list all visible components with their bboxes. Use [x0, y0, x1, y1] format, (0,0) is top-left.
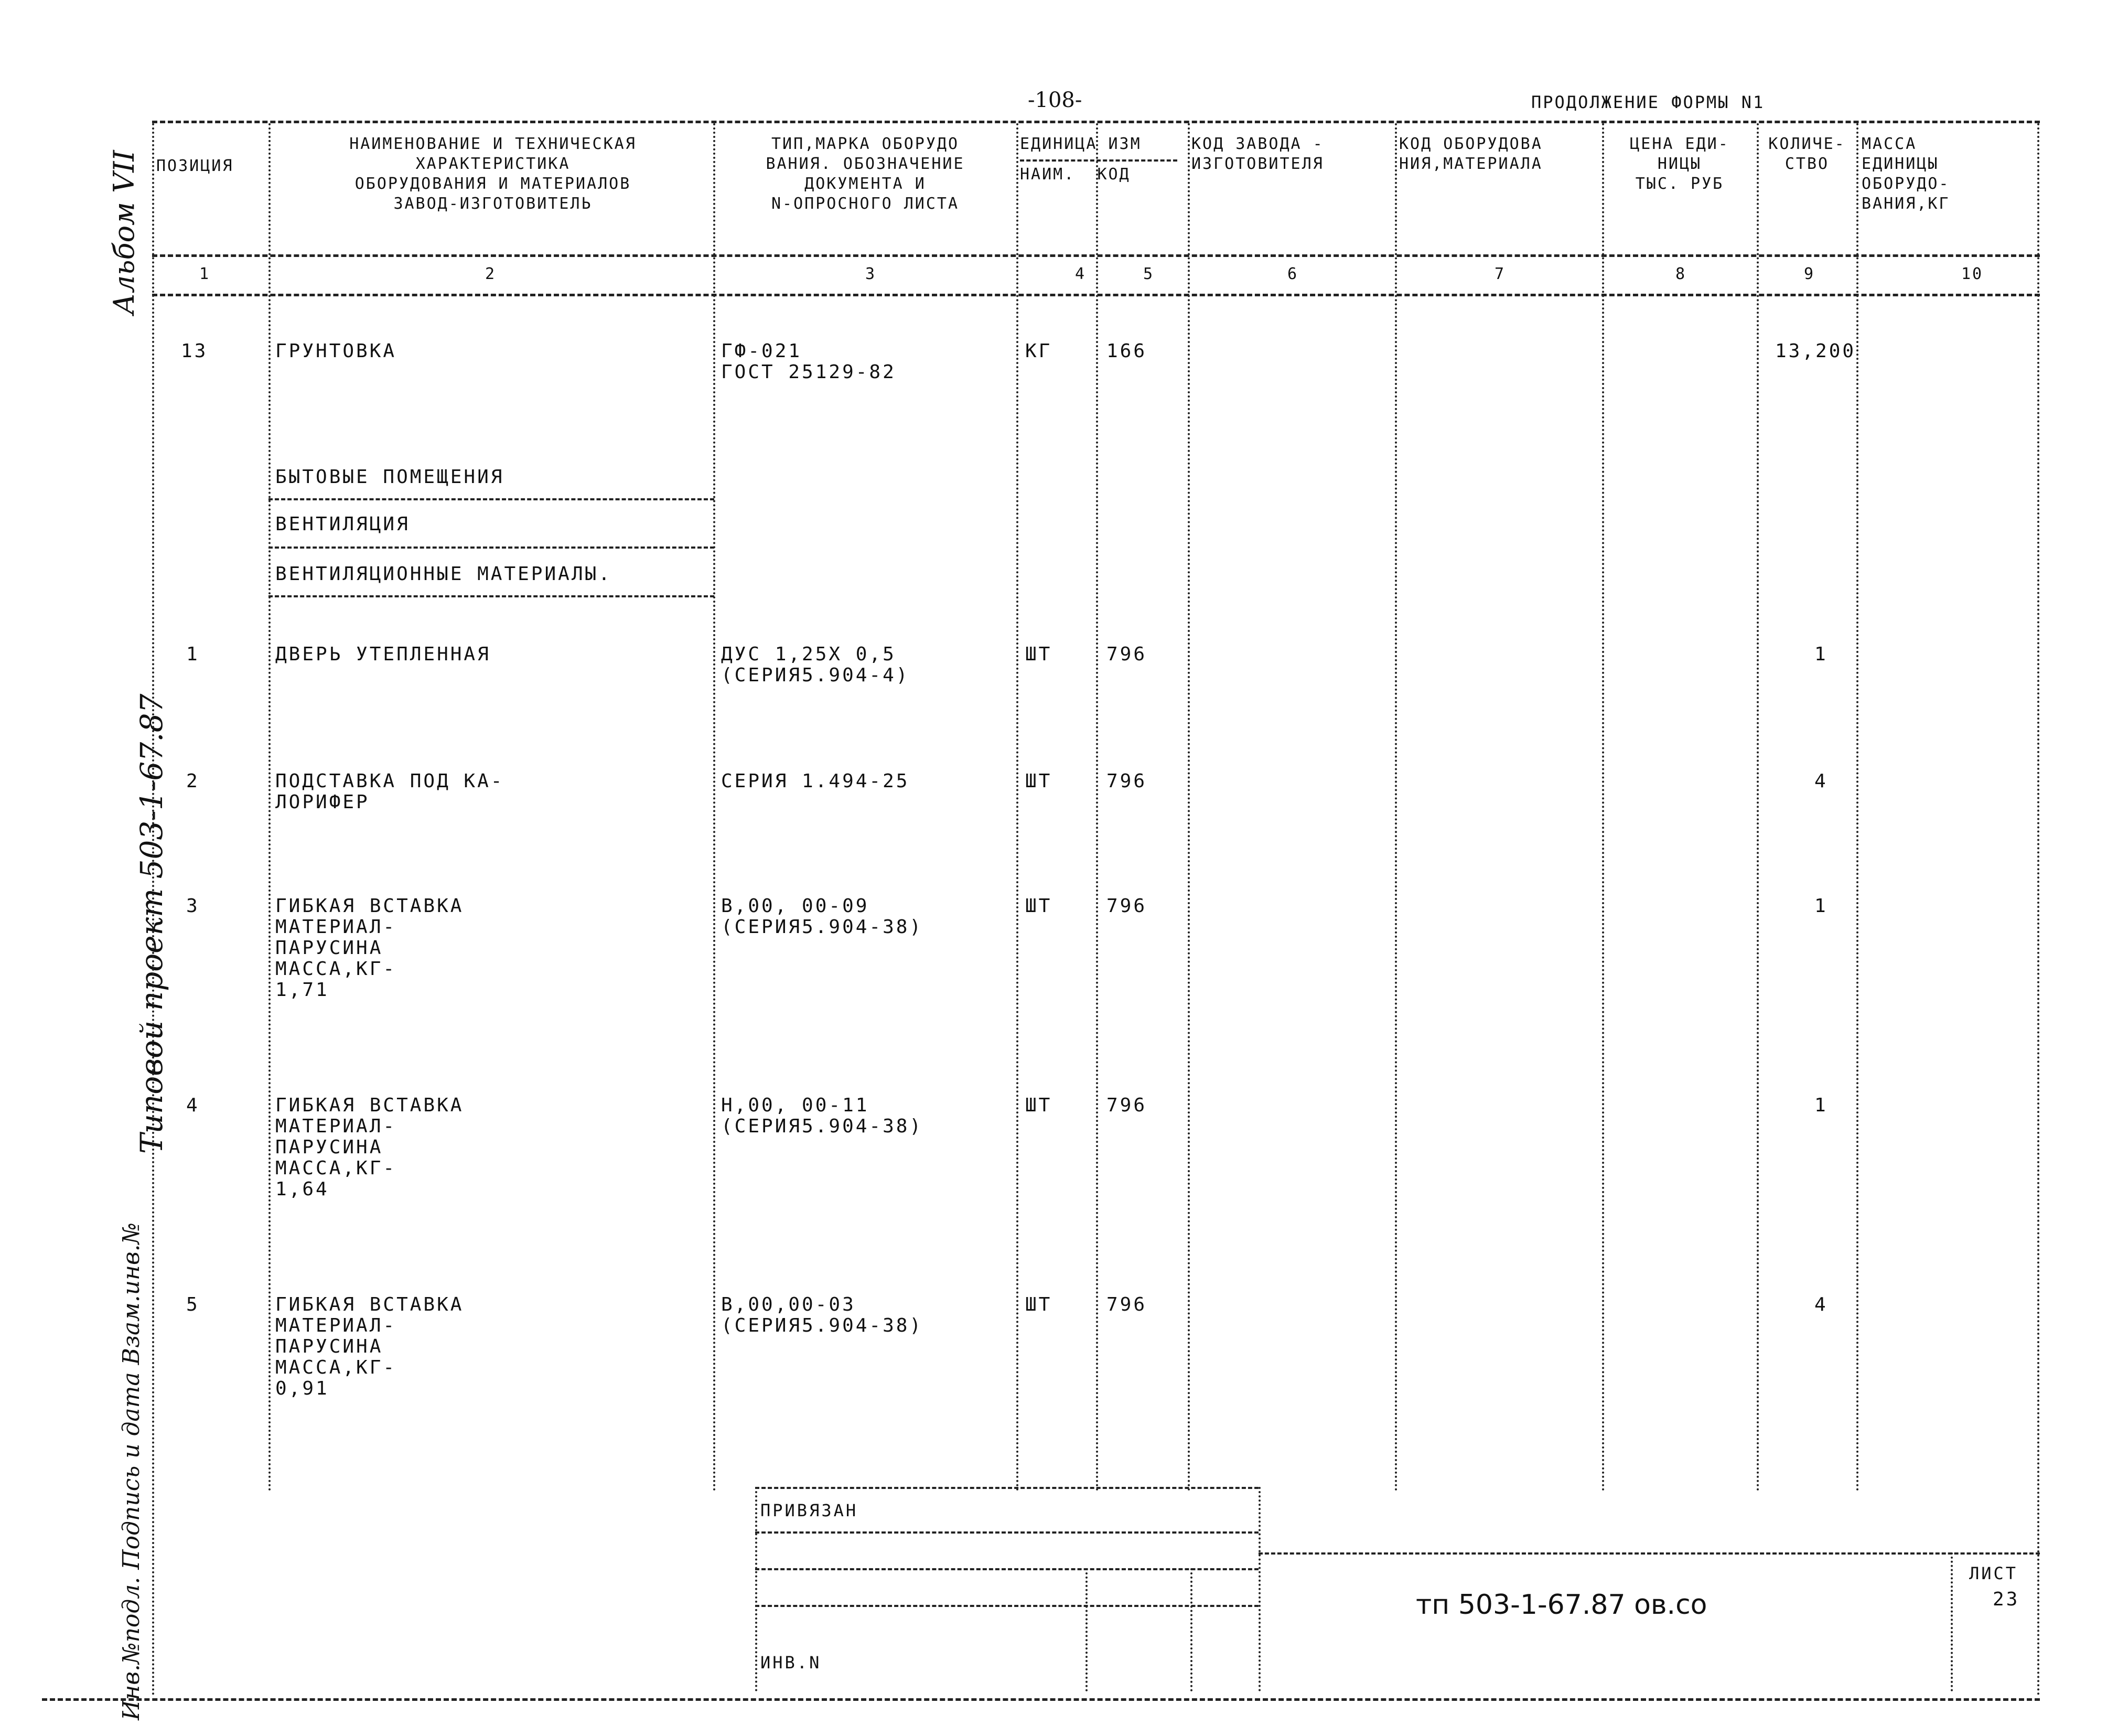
row-quantity: 4	[1814, 1294, 1828, 1315]
row-position: 5	[186, 1294, 200, 1315]
column-number: 4	[1075, 265, 1087, 283]
row-code: 796	[1106, 644, 1147, 665]
row-unit: ШТ	[1025, 1294, 1052, 1315]
row-type: В,00,00-03 (СЕРИЯ5.904-38)	[721, 1294, 923, 1336]
row-code: 796	[1106, 1095, 1147, 1116]
row-quantity: 1	[1814, 644, 1828, 665]
row-name: ГИБКАЯ ВСТАВКА МАТЕРИАЛ- ПАРУСИНА МАССА,КГ- 1,71	[275, 895, 464, 1001]
row-type: В,00, 00-09 (СЕРИЯ5.904-38)	[721, 895, 923, 938]
row-position: 3	[186, 895, 200, 917]
column-number: 9	[1804, 265, 1815, 283]
row-quantity: 4	[1814, 770, 1828, 792]
continuation-label: ПРОДОЛЖЕНИЕ ФОРМЫ N1	[1531, 92, 1765, 112]
album-label: Альбом VII	[108, 150, 141, 315]
column-header-2: НАИМЕНОВАНИЕ И ТЕХНИЧЕСКАЯ ХАРАКТЕРИСТИКА ОБОРУДОВАНИЯ И МАТЕРИАЛОВ ЗАВОД-ИЗГОТОВИТЕЛЬ	[349, 135, 637, 213]
column-number: 10	[1961, 265, 1984, 283]
row-quantity: 1	[1814, 1095, 1828, 1116]
row-position: 1	[186, 644, 200, 665]
row-position: 13	[181, 340, 208, 362]
row-name: ДВЕРЬ УТЕПЛЕННАЯ	[275, 644, 491, 665]
row-code: 166	[1106, 340, 1147, 362]
row-unit: ШТ	[1025, 895, 1052, 917]
row-position: 2	[186, 770, 200, 792]
column-number: 1	[199, 265, 211, 283]
row-name: ГРУНТОВКА	[275, 340, 397, 362]
column-number: 2	[485, 265, 497, 283]
row-position: 4	[186, 1095, 200, 1116]
column-header-3: ТИП,МАРКА ОБОРУДО ВАНИЯ. ОБОЗНАЧЕНИЕ ДОКУМЕНТА И N-ОПРОСНОГО ЛИСТА	[766, 135, 965, 213]
row-name: ГИБКАЯ ВСТАВКА МАТЕРИАЛ- ПАРУСИНА МАССА,КГ- 1,64	[275, 1095, 464, 1200]
stamp-vertical-label: Инв.№подл. Подпись и дата Взам.инв.№	[118, 1222, 145, 1720]
bound-label: ПРИВЯЗАН	[760, 1501, 858, 1520]
row-code: 796	[1106, 770, 1147, 792]
row-quantity: 1	[1814, 895, 1828, 917]
row-unit: ШТ	[1025, 1095, 1052, 1116]
column-header-10: МАССА ЕДИНИЦЫ ОБОРУДО- ВАНИЯ,КГ	[1862, 135, 1950, 213]
column-header-4-5: ЕДИНИЦА ИЗМ НАИМ. КОД	[1020, 134, 1177, 185]
row-unit: ШТ	[1025, 644, 1052, 665]
column-number: 3	[865, 265, 877, 283]
column-header-9: КОЛИЧЕ- СТВО	[1768, 135, 1846, 173]
project-label: Типовой проект 503-1-67.87	[134, 693, 169, 1154]
sheet-label: ЛИСТ	[1969, 1563, 2018, 1583]
section-ventilation-materials: ВЕНТИЛЯЦИОННЫЕ МАТЕРИАЛЫ.	[275, 563, 612, 585]
document-code: тп 503-1-67.87 ов.со	[1416, 1589, 1707, 1621]
section-household-rooms: БЫТОВЫЕ ПОМЕЩЕНИЯ	[275, 466, 504, 488]
sheet-number: 23	[1993, 1589, 2020, 1610]
column-header-6: КОД ЗАВОДА - ИЗГОТОВИТЕЛЯ	[1191, 135, 1324, 173]
inventory-label: ИНВ.N	[760, 1653, 822, 1673]
column-number: 8	[1675, 265, 1687, 283]
row-unit: КГ	[1025, 340, 1052, 362]
column-number: 7	[1495, 265, 1506, 283]
row-name: ПОДСТАВКА ПОД КА- ЛОРИФЕР	[275, 770, 504, 813]
page-number: -108-	[1028, 88, 1082, 112]
row-unit: ШТ	[1025, 770, 1052, 792]
column-header-8: ЦЕНА ЕДИ- НИЦЫ ТЫС. РУБ	[1630, 135, 1729, 193]
row-type: ДУС 1,25Х 0,5 (СЕРИЯ5.904-4)	[721, 644, 910, 686]
row-code: 796	[1106, 1294, 1147, 1315]
row-type: СЕРИЯ 1.494-25	[721, 770, 910, 792]
column-header-1: ПОЗИЦИЯ	[156, 157, 234, 175]
section-ventilation: ВЕНТИЛЯЦИЯ	[275, 513, 410, 535]
row-type: Н,00, 00-11 (СЕРИЯ5.904-38)	[721, 1095, 923, 1137]
row-code: 796	[1106, 895, 1147, 917]
row-quantity: 13,200	[1775, 340, 1856, 362]
column-number: 6	[1287, 265, 1299, 283]
row-name: ГИБКАЯ ВСТАВКА МАТЕРИАЛ- ПАРУСИНА МАССА,КГ- 0,91	[275, 1294, 464, 1399]
row-type: ГФ-021 ГОСТ 25129-82	[721, 340, 896, 383]
column-header-7: КОД ОБОРУДОВА НИЯ,МАТЕРИАЛА	[1399, 135, 1543, 173]
column-number: 5	[1143, 265, 1155, 283]
